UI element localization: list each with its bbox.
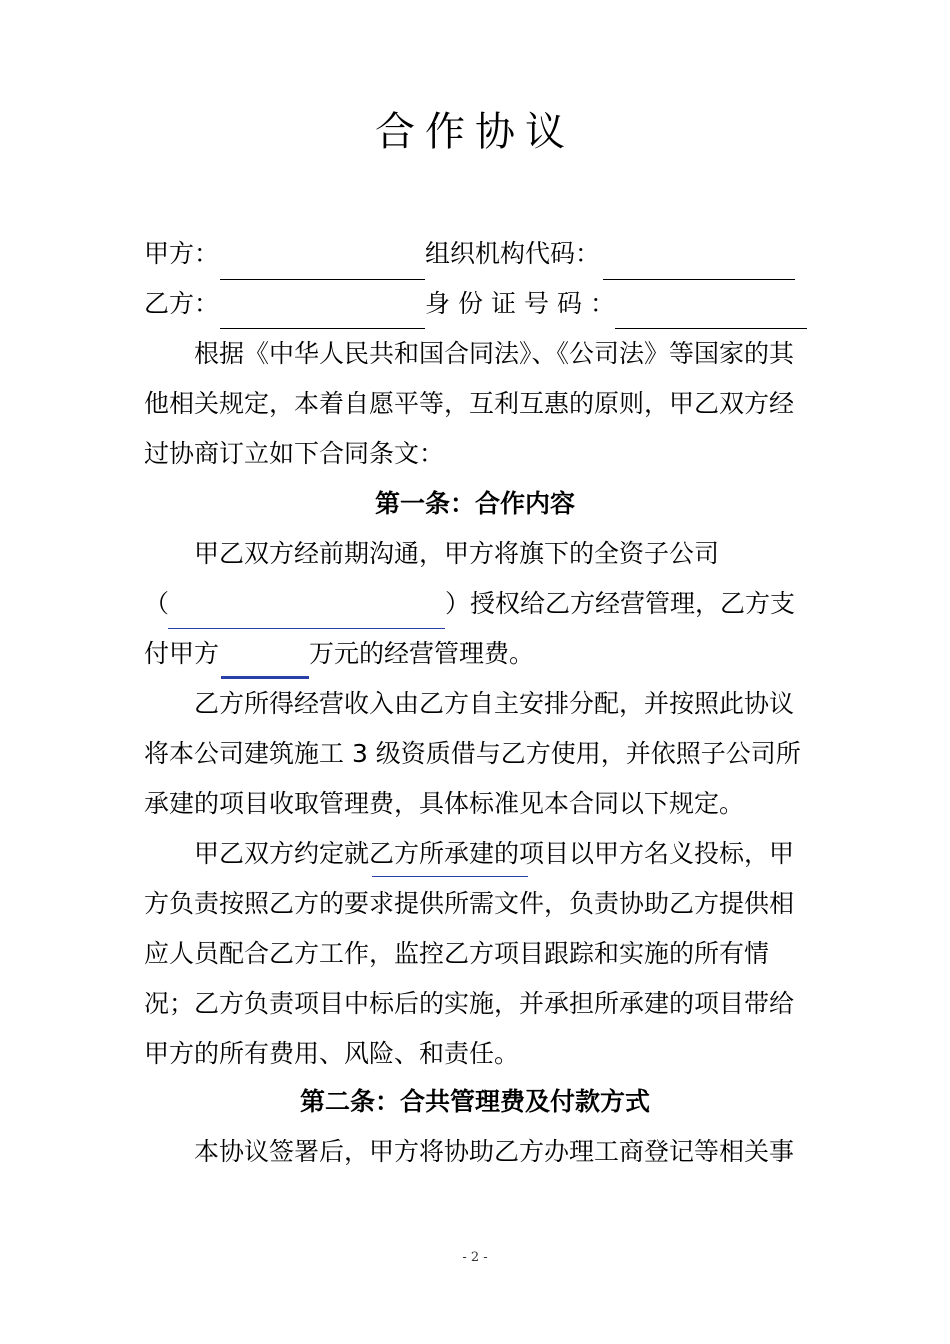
s1-p2-line-1: 乙方所得经营收入由乙方自主安排分配，并按照此协议	[194, 689, 795, 718]
s1-p1-line-1: 甲乙双方经前期沟通，甲方将旗下的全资子公司	[194, 539, 720, 568]
intro-line-3: 过协商订立如下合同条文：	[144, 439, 445, 468]
fee-amount-blank	[221, 676, 309, 679]
document-title: 合作协议	[375, 109, 575, 155]
page-number: - 2 -	[462, 1250, 488, 1265]
s1-p3-line-1: 甲乙双方约定就乙方所承建的项目以甲方名义投标，甲	[194, 839, 795, 868]
party-a-label: 甲方：	[144, 239, 220, 268]
s1-p1-open-paren: （	[144, 589, 170, 618]
s1-p2-line-3: 承建的项目收取管理费，具体标准见本合同以下规定。	[144, 789, 745, 818]
subsidiary-name-blank	[168, 628, 445, 629]
s1-p3-underline	[372, 876, 528, 877]
s1-p2-line-2: 将本公司建筑施工 3 级资质借与乙方使用，并依照子公司所	[144, 739, 801, 768]
id-number-blank	[615, 328, 807, 329]
party-b-blank	[220, 328, 425, 329]
org-code-blank	[603, 279, 795, 280]
section-1-heading: 第一条：合作内容	[374, 489, 575, 518]
s1-p1-pay-suffix: 万元的经营管理费。	[309, 639, 535, 668]
section-2-heading: 第二条：合共管理费及付款方式	[299, 1087, 650, 1116]
org-code-label: 组织机构代码：	[425, 239, 601, 268]
party-b-label: 乙方：	[144, 289, 220, 318]
id-number-label: 身份证号码：	[425, 289, 624, 318]
s1-p3-line-4: 况；乙方负责项目中标后的实施，并承担所承建的项目带给	[144, 989, 795, 1018]
s1-p3-line-5: 甲方的所有费用、风险、和责任。	[144, 1039, 520, 1068]
intro-line-1: 根据《中华人民共和国合同法》、《公司法》等国家的其	[194, 339, 795, 368]
s2-p1-line-1: 本协议签署后，甲方将协助乙方办理工商登记等相关事	[194, 1137, 795, 1166]
intro-line-2: 他相关规定，本着自愿平等，互利互惠的原则，甲乙双方经	[144, 389, 795, 418]
s1-p1-pay-prefix: 付甲方	[144, 639, 220, 668]
s1-p3-line-3: 应人员配合乙方工作，监控乙方项目跟踪和实施的所有情	[144, 939, 770, 968]
s1-p3-line-2: 方负责按照乙方的要求提供所需文件，负责协助乙方提供相	[144, 889, 795, 918]
party-a-blank	[220, 279, 425, 280]
s1-p1-line-2-rest: ）授权给乙方经营管理，乙方支	[445, 589, 796, 618]
